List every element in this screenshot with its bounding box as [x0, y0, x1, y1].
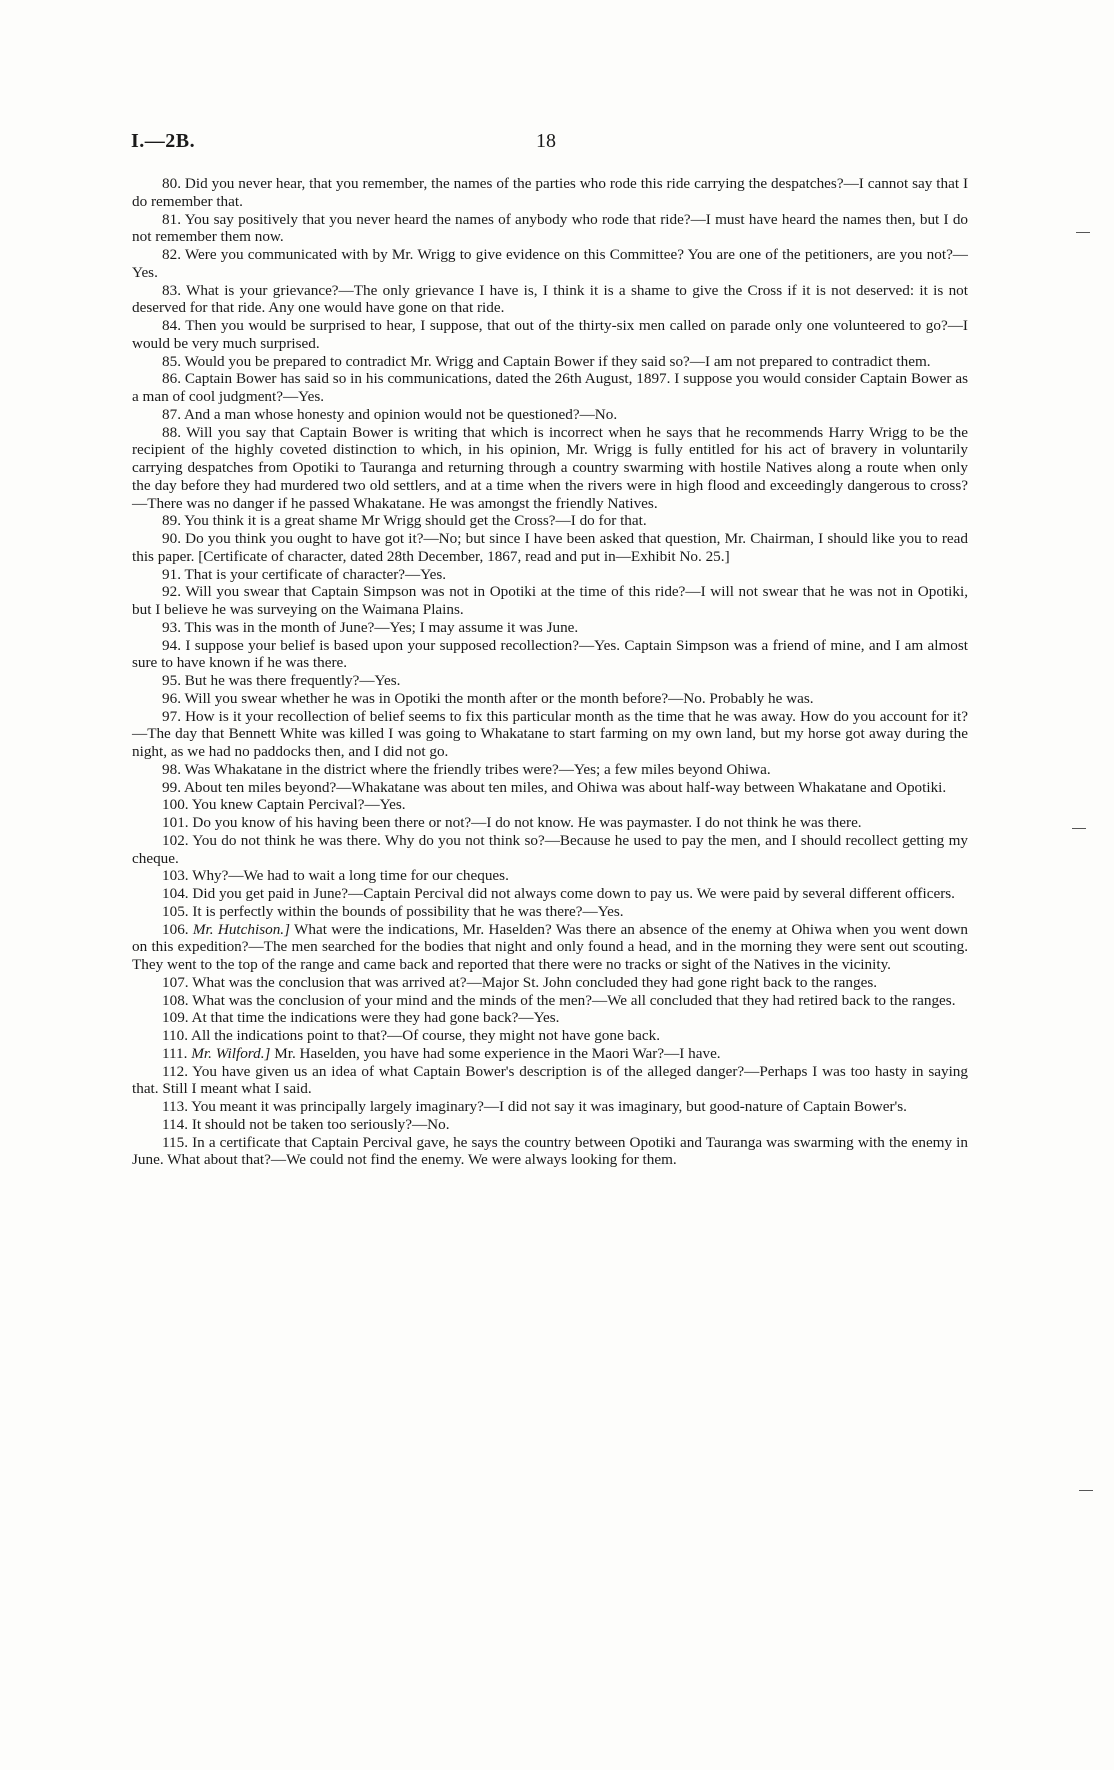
qa-text: Would you be prepared to contradict Mr. Wrigg and Captain Bower if they said so?—I am not prepared to contradict them. — [184, 352, 931, 370]
question-number: 80. — [162, 175, 181, 192]
question-number: 96. — [162, 689, 181, 707]
question-number: 106. — [162, 920, 189, 938]
qa-text: Was Whakatane in the district where the friendly tribes were?—Yes; a few miles beyond Ohiwa. — [184, 760, 771, 778]
qa-paragraph — [132, 246, 968, 282]
question-number: 91. — [162, 565, 181, 583]
document-body — [132, 175, 968, 1169]
qa-paragraph — [132, 867, 968, 885]
qa-paragraph — [132, 317, 968, 353]
qa-paragraph — [132, 708, 968, 761]
margin-mark — [1072, 828, 1086, 829]
question-number: 99. — [162, 778, 181, 796]
question-number: 102. — [162, 831, 189, 849]
qa-text: You knew Captain Percival?—Yes. — [191, 796, 406, 814]
document-reference: I.—2B. — [131, 130, 196, 152]
speaker-name: Mr. Hutchison.] — [192, 920, 291, 938]
qa-paragraph — [132, 583, 968, 619]
qa-paragraph — [132, 1098, 968, 1116]
qa-paragraph — [132, 353, 968, 371]
qa-paragraph — [132, 903, 968, 921]
qa-paragraph — [132, 796, 968, 814]
question-number: 90. — [162, 530, 181, 547]
qa-text: It should not be taken too seriously?—No. — [191, 1115, 450, 1133]
qa-text: This was in the month of June?—Yes; I may assume it was June. — [184, 618, 579, 636]
question-number: 84. — [162, 317, 181, 334]
qa-text: What was the conclusion that was arrived at?—Major St. John concluded they had gone right back to the ranges. — [192, 973, 878, 991]
question-number: 82. — [162, 246, 181, 263]
qa-paragraph — [132, 885, 968, 903]
question-number: 94. — [162, 636, 181, 654]
qa-paragraph — [132, 1009, 968, 1027]
question-number: 113. — [162, 1098, 189, 1115]
qa-text: About ten miles beyond?—Whakatane was about ten miles, and Ohiwa was about half-way between Whakatane and Opotiki. — [183, 778, 947, 796]
qa-paragraph — [132, 779, 968, 797]
qa-paragraph — [132, 814, 968, 832]
question-number: 109. — [162, 1009, 189, 1027]
qa-paragraph — [132, 619, 968, 637]
qa-paragraph — [132, 974, 968, 992]
qa-paragraph — [132, 1134, 968, 1170]
qa-paragraph — [132, 1063, 968, 1099]
qa-text: What were the indications, Mr. Haselden? Was there an absence of the enemy at Ohiwa when you went down on this expedition?—The men searched for the bodies that night and only found a head, and in the morning they were sent out scouting. They went to the top of the range and came back and reported that there were no tracks or sight of the Natives in the vicinity. — [132, 920, 968, 973]
question-number: 98. — [162, 760, 181, 778]
question-number: 110. — [162, 1027, 189, 1044]
qa-text: Do you think you ought to have got it?—No; but since I have been asked that question, Mr. Chairman, I should like you to read this paper. [Certificate of character, dated 28th December, 1867, read and put in—Exhibit No. 25.] — [132, 530, 969, 565]
qa-text: You think it is a great shame Mr Wrigg should get the Cross?—I do for that. — [184, 512, 647, 530]
question-number: 112. — [162, 1062, 189, 1080]
qa-text: And a man whose honesty and opinion would not be questioned?—No. — [183, 405, 618, 423]
qa-text: Do you know of his having been there or not?—I do not know. He was paymaster. I do not think he was there. — [192, 814, 862, 831]
question-number: 107. — [162, 973, 189, 991]
qa-paragraph — [132, 921, 968, 974]
question-number: 86. — [162, 370, 181, 388]
question-number: 103. — [162, 867, 189, 885]
margin-mark — [1079, 1490, 1093, 1491]
question-number: 115. — [162, 1133, 189, 1151]
question-number: 97. — [162, 707, 181, 725]
qa-paragraph — [132, 211, 968, 247]
question-number: 88. — [162, 423, 181, 441]
qa-text: Mr. Haselden, you have had some experience in the Maori War?—I have. — [274, 1044, 721, 1062]
qa-paragraph — [132, 1116, 968, 1134]
qa-paragraph — [132, 992, 968, 1010]
question-number: 89. — [162, 512, 181, 530]
question-number: 101. — [162, 814, 189, 831]
qa-text: All the indications point to that?—Of course, they might not have gone back. — [190, 1027, 661, 1044]
qa-text: What is your grievance?—The only grievance I have is, I think it is a shame to give the Cross if it is not deserved: it is not deserved for that ride. Any one would have gone on that ride. — [132, 281, 968, 317]
qa-paragraph — [132, 672, 968, 690]
speaker-name: Mr. Wilford.] — [191, 1044, 271, 1062]
page-header — [131, 130, 971, 160]
qa-paragraph — [132, 1027, 968, 1045]
qa-paragraph — [132, 406, 968, 424]
qa-paragraph — [132, 282, 968, 318]
question-number: 92. — [162, 583, 181, 601]
question-number: 85. — [162, 352, 181, 370]
qa-text: Did you never hear, that you remember, the names of the parties who rode this ride carrying the despatches?—I cannot say that I do remember that. — [132, 175, 969, 210]
qa-paragraph — [132, 690, 968, 708]
qa-text: Will you swear whether he was in Opotiki the month after or the month before?—No. Probably he was. — [184, 689, 814, 707]
qa-paragraph — [132, 530, 968, 566]
qa-text: You do not think he was there. Why do you not think so?—Because he used to pay the men, and I should recollect getting my cheque. — [132, 831, 968, 867]
qa-text: Did you get paid in June?—Captain Percival did not always come down to pay us. We were paid by several different officers. — [192, 885, 955, 902]
margin-mark — [1076, 232, 1090, 233]
question-number: 111. — [162, 1044, 188, 1062]
qa-text: Then you would be surprised to hear, I suppose, that out of the thirty-six men called on parade only one volunteered to go?—I would be very much surprised. — [132, 317, 968, 352]
qa-text: It is perfectly within the bounds of possibility that he was there?—Yes. — [192, 902, 624, 920]
question-number: 100. — [162, 796, 189, 814]
qa-paragraph — [132, 424, 968, 513]
qa-text: Will you swear that Captain Simpson was not in Opotiki at the time of this ride?—I will not swear that he was not in Opotiki, but I believe he was surveying on the Waimana Plains. — [132, 583, 968, 618]
qa-text: Were you communicated with by Mr. Wrigg to give evidence on this Committee? You are one of the petitioners, are you not?—Yes. — [132, 246, 968, 281]
question-number: 81. — [162, 210, 181, 228]
qa-text: But he was there frequently?—Yes. — [184, 672, 401, 689]
qa-text: You say positively that you never heard the names of anybody who rode that ride?—I must have heard the names then, but I do not remember them now. — [132, 210, 969, 246]
qa-text: Will you say that Captain Bower is writing that which is incorrect when he says that he recommends Harry Wrigg to be the recipient of the highly coveted distinction to which, in his opinion, Mr. Wrigg is fully entitled for his act of bravery in voluntarily carrying despatches from Opotiki to Tauranga and returning through a country swarming with hostile Natives along a route when only the day before they had murdered two old settlers, and at a time when the rivers were in high flood and exceedingly dangerous to cross?—There was no danger if he passed Whakatane. He was amongst the friendly Natives. — [132, 423, 968, 512]
question-number: 95. — [162, 672, 181, 689]
question-number: 104. — [162, 885, 189, 902]
qa-paragraph — [132, 1045, 968, 1063]
question-number: 87. — [162, 405, 181, 423]
qa-text: I suppose your belief is based upon your supposed recollection?—Yes. Captain Simpson was a friend of mine, and I am almost sure to have known if he was there. — [132, 636, 969, 672]
qa-text: Captain Bower has said so in his communications, dated the 26th August, 1897. I suppose you would consider Captain Bower as a man of cool judgment?—Yes. — [132, 370, 968, 405]
qa-text: That is your certificate of character?—Yes. — [184, 565, 447, 583]
qa-text: How is it your recollection of belief seems to fix this particular month as the time that he was away. How do you account for it?—The day that Bennett White was killed I was going to Whakatane to start farming on my own land, but my horse got away during the night, as we had no paddocks then, and I did not go. — [132, 707, 968, 760]
qa-paragraph — [132, 761, 968, 779]
qa-paragraph — [132, 370, 968, 406]
qa-paragraph — [132, 175, 968, 211]
qa-text: Why?—We had to wait a long time for our cheques. — [192, 867, 509, 885]
question-number: 83. — [162, 281, 181, 299]
qa-paragraph — [132, 637, 968, 673]
question-number: 108. — [162, 991, 189, 1009]
qa-paragraph — [132, 832, 968, 868]
question-number: 114. — [162, 1115, 189, 1133]
qa-text: In a certificate that Captain Percival gave, he says the country between Opotiki and Tauranga was swarming with the enemy in June. What about that?—We could not find the enemy. We were always looking for them. — [132, 1133, 968, 1169]
qa-paragraph — [132, 512, 968, 530]
qa-text: What was the conclusion of your mind and the minds of the men?—We all concluded that they had retired back to the ranges. — [192, 991, 956, 1009]
qa-paragraph — [132, 566, 968, 584]
question-number: 93. — [162, 618, 181, 636]
qa-text: You meant it was principally largely imaginary?—I did not say it was imaginary, but good-nature of Captain Bower's. — [191, 1098, 907, 1115]
question-number: 105. — [162, 902, 189, 920]
page-number: 18 — [536, 130, 556, 152]
qa-text: At that time the indications were they had gone back?—Yes. — [191, 1009, 560, 1027]
qa-text: You have given us an idea of what Captain Bower's description is of the alleged danger?—Perhaps I was too hasty in saying that. Still I meant what I said. — [132, 1062, 968, 1098]
